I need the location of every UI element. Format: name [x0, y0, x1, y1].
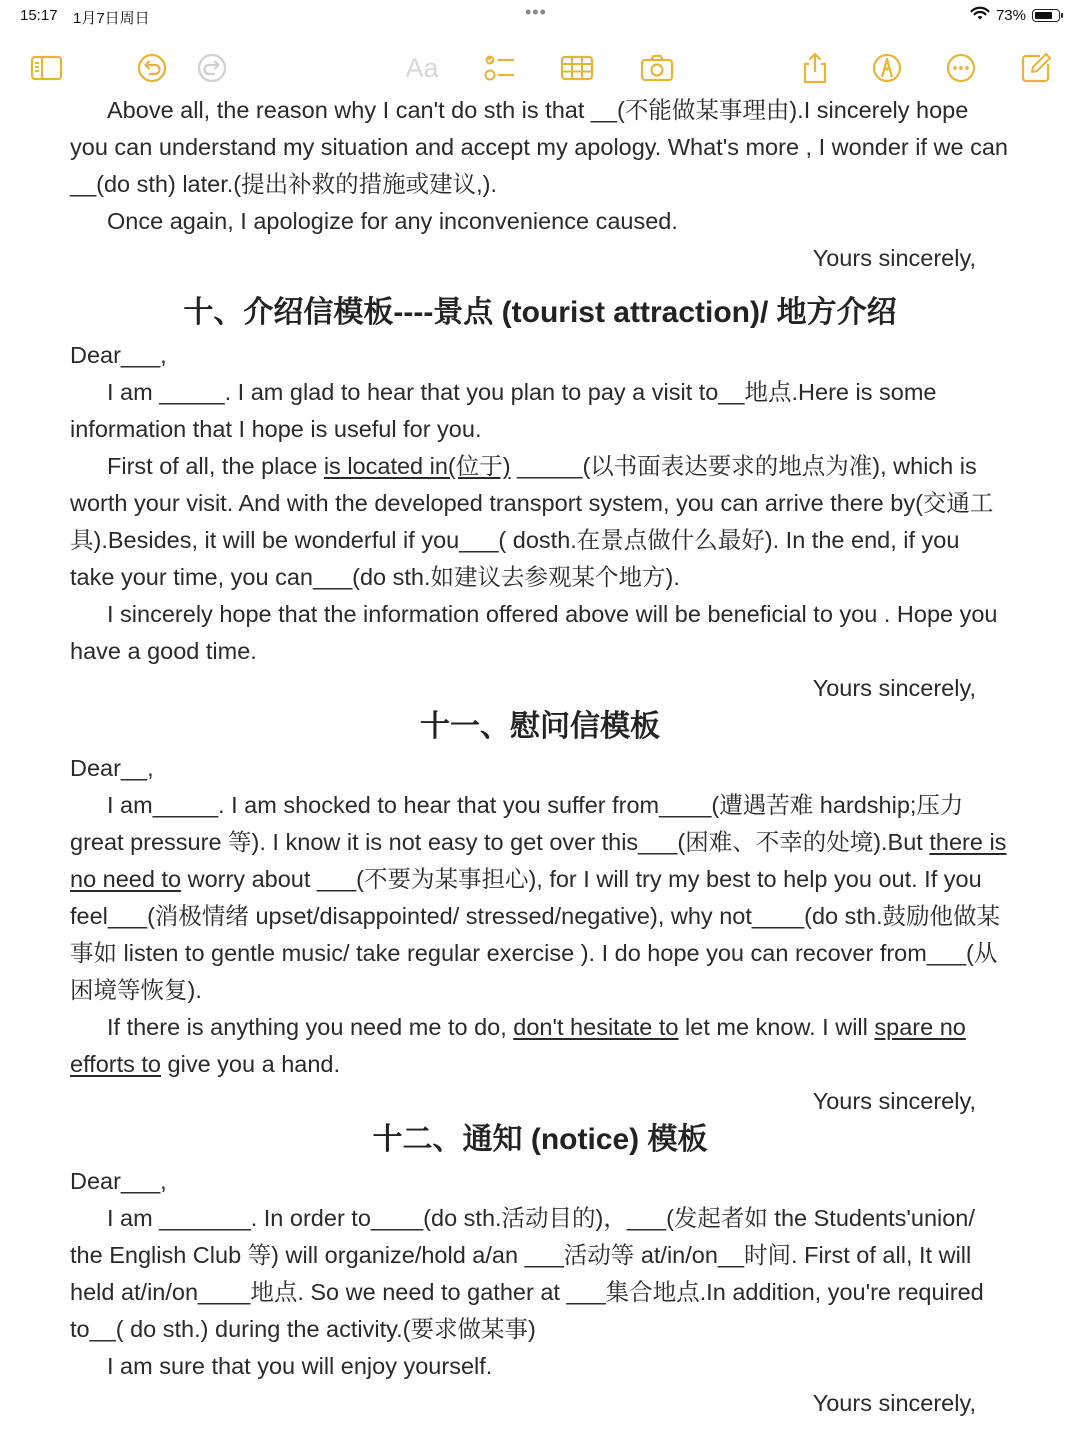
- section10-greeting: Dear___,: [70, 342, 167, 368]
- undo-icon: [134, 50, 170, 86]
- table-button[interactable]: [557, 48, 597, 88]
- section10-paragraph-3: I sincerely hope that the information offered above will be beneficial to you . Hope you have a good time.: [70, 601, 998, 664]
- section10-paragraph-2: [70, 448, 1010, 596]
- wifi-icon: [970, 6, 990, 25]
- markup-button[interactable]: [867, 48, 907, 88]
- battery-percent: 73%: [995, 7, 1026, 24]
- compose-icon: [1018, 50, 1054, 86]
- section11-heading: 十一、慰问信模板: [420, 710, 660, 743]
- checklist-button[interactable]: [479, 48, 519, 88]
- letter9-paragraph-2: Once again, I apologize for any inconvenience caused.: [107, 208, 678, 234]
- section11-p2-underlined-2: spare no efforts to: [70, 1014, 966, 1077]
- section12-paragraph-1: I am _______. In order to____(do sth.活动目的)，___(发起者如 the Students'union/ the English Club 等) will organize/hold a/an ___活动等 at/in/on__时间. First of all, It will held at/in/on____地点. So we need to gather at ___集合地点.In addition, you're required to__( do sth.) during the activity.(要求做某事): [70, 1205, 984, 1342]
- markup-pen-icon: [869, 50, 905, 86]
- section12-paragraph-2: I am sure that you will enjoy yourself.: [107, 1353, 493, 1379]
- section11-p2-text-b: let me know. I will: [678, 1014, 875, 1040]
- section11-p1-text-b: worry about ___(不要为某事担心), for I will try my best to help you out. If you feel___(消极情绪 upset/disappointed/ stressed/negative), why not____(do sth.鼓励他做某事如 listen to gentle music/ take regular exercise ). I do hope you can recover from___(从困境等恢复).: [70, 866, 1001, 1003]
- share-button[interactable]: [795, 48, 835, 88]
- section11-signature: Yours sincerely,: [812, 1088, 976, 1114]
- redo-icon: [194, 50, 230, 86]
- undo-button[interactable]: [132, 48, 172, 88]
- section10-heading: 十、介绍信模板----景点 (tourist attraction)/ 地方介绍: [183, 296, 897, 329]
- section10-p2-underlined: is located in(位于): [323, 453, 511, 479]
- status-date: 1月7日周日: [73, 10, 150, 27]
- ellipsis-circle-icon: [943, 50, 979, 86]
- status-time: 15:17: [20, 7, 58, 24]
- sidebar-toggle-button[interactable]: [26, 48, 66, 88]
- section11-paragraph-1: [70, 787, 1010, 1009]
- section11-paragraph-2: [70, 1009, 1010, 1083]
- battery-icon: [1032, 9, 1060, 22]
- redo-button[interactable]: [192, 48, 232, 88]
- section11-p2-underlined-1: don't hesitate to: [513, 1014, 679, 1040]
- sidebar-icon: [28, 50, 64, 86]
- new-note-button[interactable]: [1016, 48, 1056, 88]
- section12-heading: 十二、通知 (notice) 模板: [372, 1123, 708, 1156]
- section10-signature: Yours sincerely,: [812, 675, 976, 701]
- section12-greeting: Dear___,: [70, 1168, 167, 1194]
- share-icon: [797, 50, 833, 86]
- section11-p2-text-c: give you a hand.: [161, 1051, 341, 1077]
- checklist-icon: [481, 50, 517, 86]
- section11-p1-underlined: there is no need to: [70, 829, 1007, 892]
- letter9-signature: Yours sincerely,: [812, 245, 976, 271]
- section12-signature: Yours sincerely,: [812, 1390, 976, 1416]
- section10-p2-text-b: _____(以书面表达要求的地点为准), which is worth your visit. And with the developed transport system, you can arrive there by(交通工具).Besides, it will be wonderful if you___( dosth.在景点做什么最好). In the end, if you take your time, you can___(do sth.如建议去参观某个地方).: [70, 453, 994, 590]
- status-bar: [0, 0, 1080, 32]
- camera-button[interactable]: [637, 48, 677, 88]
- note-body[interactable]: [70, 92, 1010, 1422]
- multitasking-dots[interactable]: •••: [525, 2, 547, 22]
- section11-p2-text-a: If there is anything you need me to do,: [107, 1014, 514, 1040]
- text-format-button[interactable]: Aa: [405, 52, 439, 83]
- status-right: [970, 6, 1060, 25]
- camera-icon: [639, 50, 675, 86]
- more-options-button[interactable]: [941, 48, 981, 88]
- section10-p2-text-a: First of all, the place: [107, 453, 324, 479]
- notes-toolbar: [0, 40, 1080, 92]
- section10-paragraph-1: I am _____. I am glad to hear that you plan to pay a visit to__地点.Here is some information that I hope is useful for you.: [70, 379, 937, 442]
- table-icon: [559, 50, 595, 86]
- section11-p1-text-a: I am_____. I am shocked to hear that you suffer from____(遭遇苦难 hardship;压力 great pressure 等). I know it is not easy to get over this___(困难、不幸的处境).But: [70, 792, 964, 855]
- letter9-paragraph-1: Above all, the reason why I can't do sth is that __(不能做某事理由).I sincerely hope you can understand my situation and accept my apology. What's more , I wonder if we can __(do sth) later.(提出补救的措施或建议,).: [70, 97, 1009, 197]
- section11-greeting: Dear__,: [70, 755, 154, 781]
